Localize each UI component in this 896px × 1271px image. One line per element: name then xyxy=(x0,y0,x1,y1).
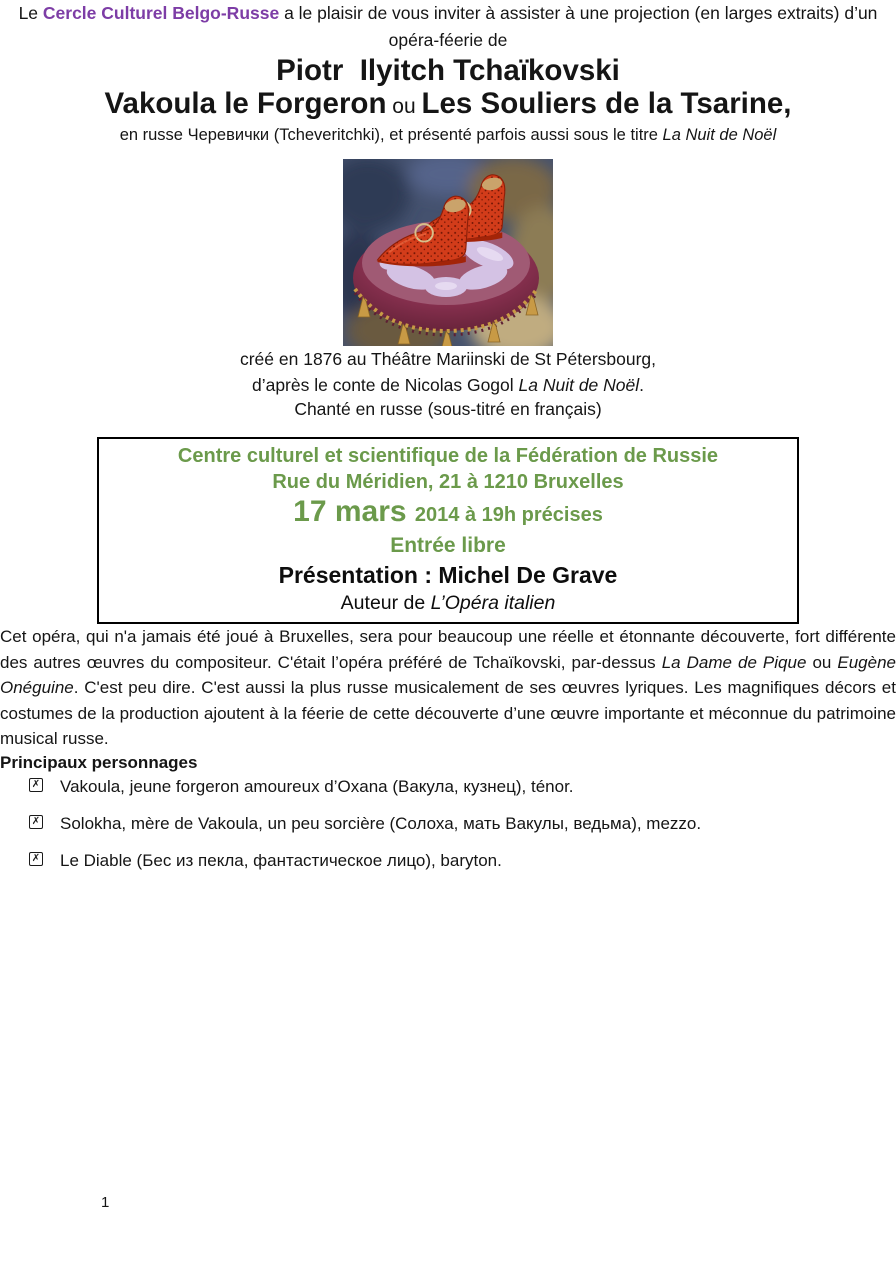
character-text: Le Diable (Бес из пекла, фантастическое лицо), baryton. xyxy=(60,850,502,870)
character-item-solokha xyxy=(0,811,896,836)
creation-info xyxy=(0,346,896,398)
creation-line2: d’après le conte de Nicolas Gogol La Nuit de Noël. xyxy=(251,375,645,395)
event-details-box xyxy=(97,437,799,624)
language-note: Chanté en russe (sous-titré en français) xyxy=(294,399,602,419)
event-date: 17 mars 2014 à 19h précises xyxy=(293,495,603,528)
invitation-intro: Le Cercle Culturel Belgo-Russe a le plaisir de vous inviter à assister à une projection (en larges extraits) d’un opéra-féerie de xyxy=(18,3,878,50)
opera-title: Vakoula le Forgeron ou Les Souliers de la Tsarine, xyxy=(104,87,792,120)
characters-heading: Principaux personnages xyxy=(0,752,198,772)
character-text: Vakoula, jeune forgeron amoureux d’Oxana (Вакула, кузнец), ténor. xyxy=(60,776,574,796)
missing-glyph-bullet-icon: ✗ xyxy=(29,852,43,866)
character-text: Solokha, mère de Vakoula, un peu sorcière (Солоха, мать Вакулы, ведьма), mezzo. xyxy=(60,813,702,833)
admission-note: Entrée libre xyxy=(390,534,506,557)
character-item-diable xyxy=(0,848,896,873)
venue-name: Centre culturel et scientifique de la Fédération de Russie xyxy=(177,445,719,467)
russian-title-note: en russe Черевички (Tcheveritchki), et présenté parfois aussi sous le titre La Nuit de Noël xyxy=(119,126,777,144)
slippers-photo-illustration xyxy=(343,159,553,346)
slippers-photo xyxy=(0,159,896,346)
presenter-line: Présentation : Michel De Grave xyxy=(278,562,618,588)
composer-name: Piotr Ilyitch Tchaïkovski xyxy=(276,54,620,87)
missing-glyph-bullet-icon: ✗ xyxy=(29,815,43,829)
missing-glyph-bullet-icon: ✗ xyxy=(29,778,43,792)
creation-line1: créé en 1876 au Théâtre Mariinski de St Pétersbourg, xyxy=(239,349,657,369)
character-item-vakoula xyxy=(0,774,896,799)
presenter-credential: Auteur de L’Opéra italien xyxy=(340,592,556,614)
characters-list xyxy=(0,774,896,873)
venue-address: Rue du Méridien, 21 à 1210 Bruxelles xyxy=(272,471,624,493)
page-number: 1 xyxy=(101,1194,110,1211)
opera-description: Cet opéra, qui n'a jamais été joué à Bruxelles, sera pour beaucoup une réelle et étonnante découverte, fort différente des autres œuvres du compositeur. C'était l’opéra préféré de Tchaïkovski, par-dessus La Dame de Pique ou Eugène Onéguine. C'est peu dire. C'est aussi la plus russe musicalement de ses œuvres lyriques. Les magnifiques décors et costumes de la production ajoutent à la féerie de cette découverte d’une œuvre importante et méconnue du patrimoine musical russe. xyxy=(0,627,896,748)
